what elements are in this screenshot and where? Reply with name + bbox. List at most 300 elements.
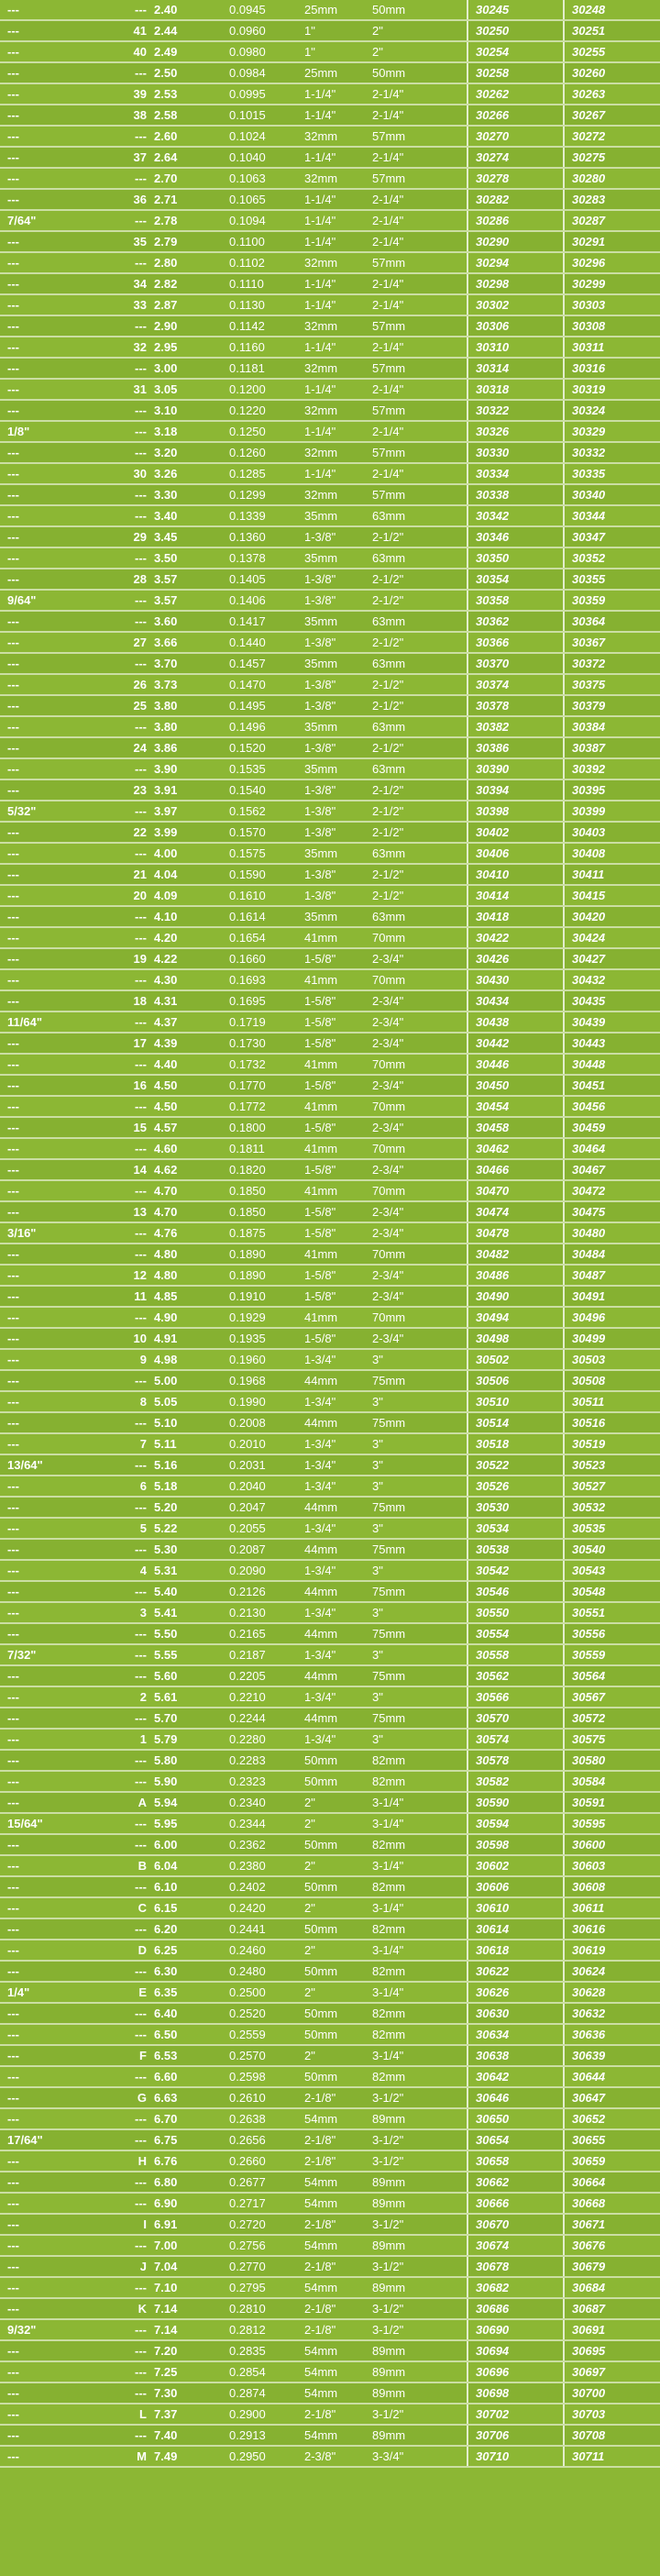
part-number-a-cell: 30542 <box>468 1560 564 1581</box>
part-number-a-cell: 30506 <box>468 1370 564 1391</box>
table-row <box>0 1349 660 1370</box>
part-number-b-cell: 30303 <box>564 294 660 315</box>
fraction-size-cell: --- <box>0 2003 73 2024</box>
table-row <box>0 1644 660 1665</box>
table-row <box>0 2256 660 2277</box>
part-number-b-cell: 30443 <box>564 1033 660 1054</box>
mm-size-cell: 6.20 <box>147 1918 222 1940</box>
part-number-b-cell: 30359 <box>564 590 660 611</box>
inch-decimal-cell: 0.1660 <box>222 948 297 969</box>
fraction-size-cell: --- <box>0 1159 73 1180</box>
mm-size-cell: 2.78 <box>147 210 222 231</box>
part-number-a-cell: 30578 <box>468 1750 564 1771</box>
wire-gauge-cell: --- <box>73 1581 147 1602</box>
mm-size-cell: 5.00 <box>147 1370 222 1391</box>
part-number-b-cell: 30572 <box>564 1708 660 1729</box>
table-row <box>0 147 660 168</box>
wire-gauge-cell: 12 <box>73 1265 147 1286</box>
table-row <box>0 737 660 758</box>
inch-decimal-cell: 0.1890 <box>222 1265 297 1286</box>
part-number-a-cell: 30334 <box>468 463 564 484</box>
part-number-a-cell: 30346 <box>468 526 564 547</box>
part-number-a-cell: 30354 <box>468 569 564 590</box>
flute-length-cell: 32mm <box>297 442 365 463</box>
mm-size-cell: 4.50 <box>147 1096 222 1117</box>
mm-size-cell: 6.70 <box>147 2108 222 2129</box>
table-row <box>0 505 660 526</box>
flute-length-cell: 1-3/4" <box>297 1686 365 1708</box>
fraction-size-cell: --- <box>0 2404 73 2425</box>
part-number-a-cell: 30254 <box>468 41 564 62</box>
part-number-b-cell: 30503 <box>564 1349 660 1370</box>
wire-gauge-cell: --- <box>73 252 147 273</box>
part-number-a-cell: 30394 <box>468 779 564 801</box>
wire-gauge-cell: --- <box>73 1012 147 1033</box>
table-row <box>0 569 660 590</box>
overall-length-cell: 2-1/4" <box>365 210 468 231</box>
overall-length-cell: 3-1/2" <box>365 2150 468 2172</box>
overall-length-cell: 3" <box>365 1729 468 1750</box>
mm-size-cell: 3.86 <box>147 737 222 758</box>
inch-decimal-cell: 0.2717 <box>222 2193 297 2214</box>
table-row <box>0 2087 660 2108</box>
table-row <box>0 716 660 737</box>
part-number-b-cell: 30676 <box>564 2235 660 2256</box>
table-row <box>0 1454 660 1476</box>
fraction-size-cell: --- <box>0 822 73 843</box>
part-number-b-cell: 30636 <box>564 2024 660 2045</box>
overall-length-cell: 3" <box>365 1602 468 1623</box>
part-number-a-cell: 30614 <box>468 1918 564 1940</box>
part-number-a-cell: 30266 <box>468 105 564 126</box>
part-number-b-cell: 30595 <box>564 1813 660 1834</box>
mm-size-cell: 5.16 <box>147 1454 222 1476</box>
overall-length-cell: 3-1/4" <box>365 1813 468 1834</box>
part-number-a-cell: 30470 <box>468 1180 564 1201</box>
overall-length-cell: 3" <box>365 1476 468 1497</box>
part-number-b-cell: 30347 <box>564 526 660 547</box>
part-number-a-cell: 30618 <box>468 1940 564 1961</box>
table-row <box>0 1370 660 1391</box>
overall-length-cell: 63mm <box>365 906 468 927</box>
part-number-a-cell: 30654 <box>468 2129 564 2150</box>
overall-length-cell: 2-1/4" <box>365 294 468 315</box>
wire-gauge-cell: --- <box>73 2108 147 2129</box>
flute-length-cell: 1-1/4" <box>297 210 365 231</box>
wire-gauge-cell: --- <box>73 2235 147 2256</box>
part-number-b-cell: 30411 <box>564 864 660 885</box>
fraction-size-cell: --- <box>0 653 73 674</box>
overall-length-cell: 2-3/4" <box>365 1012 468 1033</box>
fraction-size-cell: --- <box>0 1054 73 1075</box>
mm-size-cell: 7.30 <box>147 2383 222 2404</box>
part-number-a-cell: 30682 <box>468 2277 564 2298</box>
part-number-b-cell: 30299 <box>564 273 660 294</box>
mm-size-cell: 6.75 <box>147 2129 222 2150</box>
part-number-a-cell: 30274 <box>468 147 564 168</box>
part-number-b-cell: 30535 <box>564 1518 660 1539</box>
part-number-a-cell: 30630 <box>468 2003 564 2024</box>
overall-length-cell: 2-1/4" <box>365 147 468 168</box>
flute-length-cell: 1" <box>297 41 365 62</box>
part-number-b-cell: 30575 <box>564 1729 660 1750</box>
flute-length-cell: 35mm <box>297 758 365 779</box>
overall-length-cell: 57mm <box>365 442 468 463</box>
table-row <box>0 2319 660 2340</box>
inch-decimal-cell: 0.1770 <box>222 1075 297 1096</box>
wire-gauge-cell: --- <box>73 1623 147 1644</box>
part-number-b-cell: 30296 <box>564 252 660 273</box>
fraction-size-cell: --- <box>0 1096 73 1117</box>
table-row <box>0 611 660 632</box>
wire-gauge-cell: 25 <box>73 695 147 716</box>
wire-gauge-cell: --- <box>73 2129 147 2150</box>
inch-decimal-cell: 0.1654 <box>222 927 297 948</box>
fraction-size-cell: --- <box>0 1686 73 1708</box>
fraction-size-cell: --- <box>0 1834 73 1855</box>
overall-length-cell: 89mm <box>365 2277 468 2298</box>
wire-gauge-cell: 38 <box>73 105 147 126</box>
inch-decimal-cell: 0.1820 <box>222 1159 297 1180</box>
inch-decimal-cell: 0.1260 <box>222 442 297 463</box>
inch-decimal-cell: 0.2812 <box>222 2319 297 2340</box>
mm-size-cell: 6.35 <box>147 1982 222 2003</box>
inch-decimal-cell: 0.1142 <box>222 315 297 337</box>
wire-gauge-cell: --- <box>73 1750 147 1771</box>
inch-decimal-cell: 0.1910 <box>222 1286 297 1307</box>
flute-length-cell: 44mm <box>297 1708 365 1729</box>
part-number-b-cell: 30499 <box>564 1328 660 1349</box>
part-number-b-cell: 30324 <box>564 400 660 421</box>
part-number-b-cell: 30415 <box>564 885 660 906</box>
fraction-size-cell: --- <box>0 1855 73 1876</box>
part-number-a-cell: 30438 <box>468 1012 564 1033</box>
part-number-a-cell: 30678 <box>468 2256 564 2277</box>
part-number-a-cell: 30582 <box>468 1771 564 1792</box>
mm-size-cell: 3.73 <box>147 674 222 695</box>
overall-length-cell: 75mm <box>365 1539 468 1560</box>
overall-length-cell: 75mm <box>365 1581 468 1602</box>
table-row <box>0 1412 660 1433</box>
mm-size-cell: 4.76 <box>147 1222 222 1244</box>
overall-length-cell: 3" <box>365 1391 468 1412</box>
part-number-a-cell: 30245 <box>468 0 564 20</box>
table-row <box>0 1054 660 1075</box>
part-number-b-cell: 30619 <box>564 1940 660 1961</box>
wire-gauge-cell: --- <box>73 1961 147 1982</box>
mm-size-cell: 6.04 <box>147 1855 222 1876</box>
fraction-size-cell: --- <box>0 1560 73 1581</box>
overall-length-cell: 3-1/2" <box>365 2298 468 2319</box>
overall-length-cell: 82mm <box>365 1834 468 1855</box>
wire-gauge-cell: 41 <box>73 20 147 41</box>
part-number-b-cell: 30448 <box>564 1054 660 1075</box>
fraction-size-cell: --- <box>0 969 73 990</box>
flute-length-cell: 1-3/8" <box>297 526 365 547</box>
part-number-a-cell: 30466 <box>468 1159 564 1180</box>
part-number-b-cell: 30527 <box>564 1476 660 1497</box>
flute-length-cell: 2" <box>297 2045 365 2066</box>
mm-size-cell: 3.50 <box>147 547 222 569</box>
fraction-size-cell: --- <box>0 885 73 906</box>
inch-decimal-cell: 0.2770 <box>222 2256 297 2277</box>
part-number-b-cell: 30655 <box>564 2129 660 2150</box>
fraction-size-cell: --- <box>0 231 73 252</box>
overall-length-cell: 2-1/2" <box>365 822 468 843</box>
fraction-size-cell: --- <box>0 505 73 526</box>
flute-length-cell: 50mm <box>297 2003 365 2024</box>
table-row <box>0 2172 660 2193</box>
fraction-size-cell: --- <box>0 1729 73 1750</box>
mm-size-cell: 5.79 <box>147 1729 222 1750</box>
flute-length-cell: 1-5/8" <box>297 1328 365 1349</box>
flute-length-cell: 44mm <box>297 1581 365 1602</box>
table-row <box>0 1982 660 2003</box>
overall-length-cell: 2-1/2" <box>365 674 468 695</box>
table-row <box>0 1961 660 1982</box>
wire-gauge-cell: B <box>73 1855 147 1876</box>
mm-size-cell: 4.40 <box>147 1054 222 1075</box>
part-number-b-cell: 30540 <box>564 1539 660 1560</box>
wire-gauge-cell: G <box>73 2087 147 2108</box>
wire-gauge-cell: 31 <box>73 379 147 400</box>
overall-length-cell: 82mm <box>365 2066 468 2087</box>
part-number-a-cell: 30570 <box>468 1708 564 1729</box>
mm-size-cell: 3.40 <box>147 505 222 526</box>
table-row <box>0 1096 660 1117</box>
table-row <box>0 1497 660 1518</box>
overall-length-cell: 3" <box>365 1454 468 1476</box>
inch-decimal-cell: 0.2380 <box>222 1855 297 1876</box>
part-number-a-cell: 30642 <box>468 2066 564 2087</box>
mm-size-cell: 4.98 <box>147 1349 222 1370</box>
wire-gauge-cell: --- <box>73 168 147 189</box>
table-row <box>0 1201 660 1222</box>
flute-length-cell: 41mm <box>297 1096 365 1117</box>
fraction-size-cell: --- <box>0 2277 73 2298</box>
fraction-size-cell: --- <box>0 1286 73 1307</box>
flute-length-cell: 1-1/4" <box>297 379 365 400</box>
table-row <box>0 168 660 189</box>
mm-size-cell: 3.90 <box>147 758 222 779</box>
fraction-size-cell: --- <box>0 1708 73 1729</box>
table-row <box>0 1665 660 1686</box>
part-number-a-cell: 30382 <box>468 716 564 737</box>
part-number-a-cell: 30338 <box>468 484 564 505</box>
part-number-a-cell: 30430 <box>468 969 564 990</box>
inch-decimal-cell: 0.1535 <box>222 758 297 779</box>
wire-gauge-cell: 22 <box>73 822 147 843</box>
overall-length-cell: 57mm <box>365 168 468 189</box>
part-number-b-cell: 30664 <box>564 2172 660 2193</box>
flute-length-cell: 1-5/8" <box>297 1201 365 1222</box>
table-row <box>0 1813 660 1834</box>
fraction-size-cell: --- <box>0 906 73 927</box>
flute-length-cell: 54mm <box>297 2361 365 2383</box>
part-number-b-cell: 30603 <box>564 1855 660 1876</box>
flute-length-cell: 1-5/8" <box>297 1159 365 1180</box>
flute-length-cell: 1-1/4" <box>297 337 365 358</box>
wire-gauge-cell: --- <box>73 1307 147 1328</box>
mm-size-cell: 2.90 <box>147 315 222 337</box>
fraction-size-cell: --- <box>0 1961 73 1982</box>
flute-length-cell: 1-5/8" <box>297 1222 365 1244</box>
part-number-b-cell: 30591 <box>564 1792 660 1813</box>
fraction-size-cell: --- <box>0 632 73 653</box>
flute-length-cell: 35mm <box>297 843 365 864</box>
inch-decimal-cell: 0.1800 <box>222 1117 297 1138</box>
table-row <box>0 1307 660 1328</box>
wire-gauge-cell: 16 <box>73 1075 147 1096</box>
overall-length-cell: 82mm <box>365 1918 468 1940</box>
inch-decimal-cell: 0.1102 <box>222 252 297 273</box>
overall-length-cell: 89mm <box>365 2108 468 2129</box>
table-row <box>0 0 660 20</box>
fraction-size-cell: --- <box>0 1075 73 1096</box>
flute-length-cell: 50mm <box>297 1750 365 1771</box>
wire-gauge-cell: --- <box>73 1918 147 1940</box>
flute-length-cell: 32mm <box>297 168 365 189</box>
overall-length-cell: 2-1/4" <box>365 105 468 126</box>
part-number-a-cell: 30318 <box>468 379 564 400</box>
overall-length-cell: 3" <box>365 1349 468 1370</box>
table-row <box>0 1623 660 1644</box>
table-row <box>0 1918 660 1940</box>
wire-gauge-cell: 24 <box>73 737 147 758</box>
part-number-b-cell: 30335 <box>564 463 660 484</box>
fraction-size-cell: --- <box>0 2235 73 2256</box>
flute-length-cell: 1-1/4" <box>297 189 365 210</box>
part-number-b-cell: 30708 <box>564 2425 660 2446</box>
mm-size-cell: 3.70 <box>147 653 222 674</box>
part-number-a-cell: 30502 <box>468 1349 564 1370</box>
flute-length-cell: 1-1/4" <box>297 421 365 442</box>
overall-length-cell: 75mm <box>365 1497 468 1518</box>
wire-gauge-cell: --- <box>73 2361 147 2383</box>
overall-length-cell: 70mm <box>365 1180 468 1201</box>
overall-length-cell: 2" <box>365 20 468 41</box>
wire-gauge-cell: --- <box>73 484 147 505</box>
fraction-size-cell: 9/32" <box>0 2319 73 2340</box>
mm-size-cell: 6.30 <box>147 1961 222 1982</box>
part-number-b-cell: 30484 <box>564 1244 660 1265</box>
part-number-b-cell: 30387 <box>564 737 660 758</box>
flute-length-cell: 1-1/4" <box>297 105 365 126</box>
mm-size-cell: 4.91 <box>147 1328 222 1349</box>
inch-decimal-cell: 0.2835 <box>222 2340 297 2361</box>
overall-length-cell: 2-1/4" <box>365 379 468 400</box>
wire-gauge-cell: 17 <box>73 1033 147 1054</box>
flute-length-cell: 1-1/4" <box>297 463 365 484</box>
part-number-b-cell: 30451 <box>564 1075 660 1096</box>
table-row <box>0 590 660 611</box>
flute-length-cell: 2" <box>297 1897 365 1918</box>
flute-length-cell: 1-1/4" <box>297 231 365 252</box>
part-number-b-cell: 30427 <box>564 948 660 969</box>
mm-size-cell: 4.80 <box>147 1244 222 1265</box>
part-number-b-cell: 30439 <box>564 1012 660 1033</box>
wire-gauge-cell: 7 <box>73 1433 147 1454</box>
flute-length-cell: 50mm <box>297 2024 365 2045</box>
mm-size-cell: 5.70 <box>147 1708 222 1729</box>
part-number-b-cell: 30291 <box>564 231 660 252</box>
part-number-b-cell: 30523 <box>564 1454 660 1476</box>
fraction-size-cell: --- <box>0 147 73 168</box>
wire-gauge-cell: --- <box>73 1834 147 1855</box>
inch-decimal-cell: 0.1732 <box>222 1054 297 1075</box>
flute-length-cell: 1-3/8" <box>297 864 365 885</box>
table-row <box>0 695 660 716</box>
mm-size-cell: 5.22 <box>147 1518 222 1539</box>
part-number-a-cell: 30426 <box>468 948 564 969</box>
part-number-a-cell: 30650 <box>468 2108 564 2129</box>
part-number-b-cell: 30616 <box>564 1918 660 1940</box>
overall-length-cell: 63mm <box>365 716 468 737</box>
part-number-b-cell: 30691 <box>564 2319 660 2340</box>
part-number-a-cell: 30366 <box>468 632 564 653</box>
part-number-a-cell: 30330 <box>468 442 564 463</box>
table-row <box>0 1033 660 1054</box>
flute-length-cell: 41mm <box>297 1138 365 1159</box>
part-number-b-cell: 30567 <box>564 1686 660 1708</box>
part-number-b-cell: 30260 <box>564 62 660 83</box>
part-number-a-cell: 30314 <box>468 358 564 379</box>
table-row <box>0 231 660 252</box>
inch-decimal-cell: 0.1960 <box>222 1349 297 1370</box>
overall-length-cell: 63mm <box>365 547 468 569</box>
part-number-b-cell: 30687 <box>564 2298 660 2319</box>
overall-length-cell: 2-1/2" <box>365 632 468 653</box>
part-number-a-cell: 30378 <box>468 695 564 716</box>
mm-size-cell: 4.80 <box>147 1265 222 1286</box>
mm-size-cell: 6.91 <box>147 2214 222 2235</box>
wire-gauge-cell: --- <box>73 1539 147 1560</box>
inch-decimal-cell: 0.1540 <box>222 779 297 801</box>
wire-gauge-cell: 37 <box>73 147 147 168</box>
inch-decimal-cell: 0.1110 <box>222 273 297 294</box>
flute-length-cell: 1-5/8" <box>297 1117 365 1138</box>
flute-length-cell: 35mm <box>297 653 365 674</box>
wire-gauge-cell: C <box>73 1897 147 1918</box>
wire-gauge-cell: 20 <box>73 885 147 906</box>
flute-length-cell: 1-3/8" <box>297 801 365 822</box>
table-row <box>0 2066 660 2087</box>
wire-gauge-cell: 21 <box>73 864 147 885</box>
mm-size-cell: 5.61 <box>147 1686 222 1708</box>
inch-decimal-cell: 0.1719 <box>222 1012 297 1033</box>
overall-length-cell: 3" <box>365 1518 468 1539</box>
overall-length-cell: 89mm <box>365 2172 468 2193</box>
flute-length-cell: 2" <box>297 1792 365 1813</box>
table-row <box>0 252 660 273</box>
fraction-size-cell: --- <box>0 948 73 969</box>
overall-length-cell: 2-3/4" <box>365 948 468 969</box>
inch-decimal-cell: 0.2008 <box>222 1412 297 1433</box>
fraction-size-cell: --- <box>0 526 73 547</box>
part-number-a-cell: 30374 <box>468 674 564 695</box>
part-number-a-cell: 30250 <box>468 20 564 41</box>
table-row <box>0 1855 660 1876</box>
wire-gauge-cell: 15 <box>73 1117 147 1138</box>
part-number-a-cell: 30522 <box>468 1454 564 1476</box>
fraction-size-cell: 7/64" <box>0 210 73 231</box>
fraction-size-cell: --- <box>0 1349 73 1370</box>
mm-size-cell: 7.40 <box>147 2425 222 2446</box>
fraction-size-cell: --- <box>0 1433 73 1454</box>
inch-decimal-cell: 0.2756 <box>222 2235 297 2256</box>
part-number-b-cell: 30548 <box>564 1581 660 1602</box>
overall-length-cell: 70mm <box>365 1138 468 1159</box>
